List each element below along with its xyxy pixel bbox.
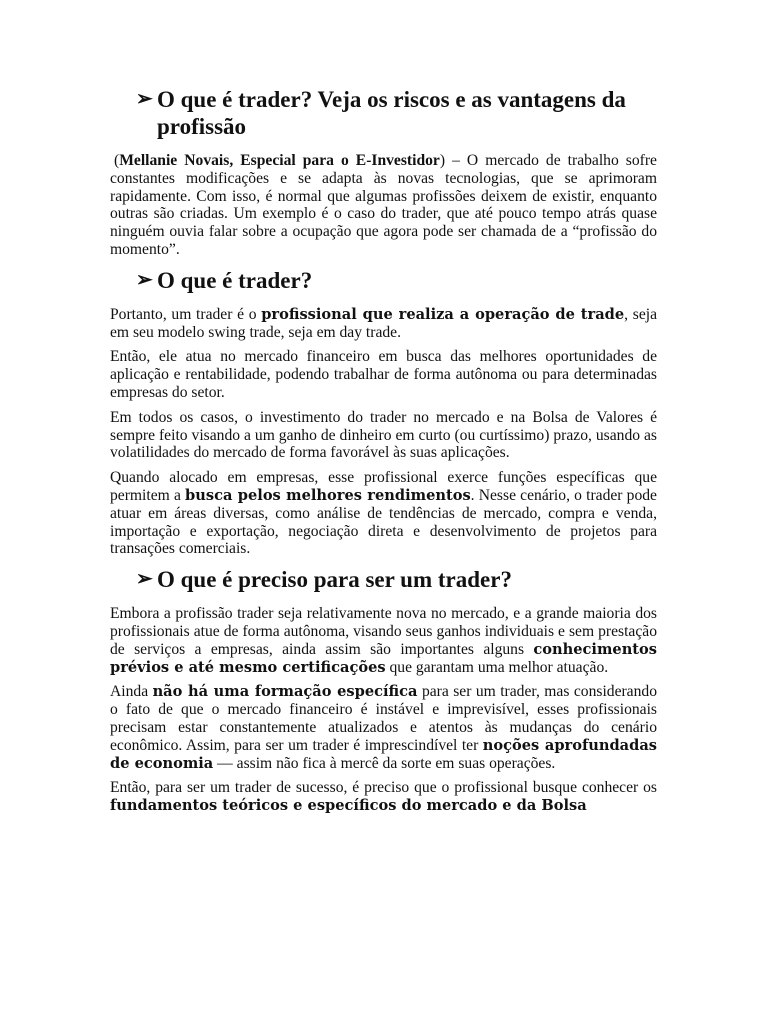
paragraph-text: — assim não fica à mercê da sorte em suas operações.	[213, 754, 556, 772]
paragraph-5	[110, 605, 657, 676]
paragraph-text: Ainda	[110, 683, 153, 701]
bold-phrase: busca pelos melhores rendimentos	[185, 486, 471, 504]
arrow-bullet-icon: ➢	[136, 568, 153, 591]
main-title	[110, 86, 657, 140]
arrow-bullet-icon: ➢	[136, 268, 153, 291]
paragraph-text: que garantam uma melhor atuação.	[385, 658, 609, 676]
section-heading-text: O que é trader?	[157, 267, 313, 293]
paragraph-text: para ser um trader, mas considerando o fato de que o mercado financeiro é instável e imprevisível, esses profissionais precisam estar constantemente atualizados e atentos às mudanças do cenário econômico. Assim, para ser um trader é imprescindível ter	[110, 683, 657, 754]
section-heading-requirements	[110, 566, 657, 593]
intro-paragraph	[110, 152, 657, 259]
paragraph-2: Então, ele atua no mercado financeiro em busca das melhores oportunidades de aplicação e rentabilidade, podendo trabalhar de forma autônoma ou para determinadas empresas do setor.	[110, 348, 657, 401]
bold-phrase: profissional que realiza a operação de trade	[261, 305, 625, 323]
section-heading-text: O que é preciso para ser um trader?	[157, 567, 512, 593]
paragraph-text: , seja em seu modelo swing trade, seja em day trade.	[110, 305, 657, 341]
arrow-bullet-icon: ➢	[136, 88, 153, 110]
paragraph-7	[110, 779, 657, 815]
paragraph-text: Embora a profissão trader seja relativamente nova no mercado, e a grande maioria dos profissionais atue de forma autônoma, visando seus ganhos individuais e sem prestação de serviços a empresas, ainda assim são importantes alguns	[110, 605, 657, 658]
paragraph-text: Portanto, um trader é o	[110, 305, 262, 323]
intro-text: ) – O mercado de trabalho sofre constantes modificações e se adapta às novas tecnologias, que se aprimoram rapidamente. Com isso, é normal que algumas profissões deixem de existir, enquanto outras são criadas. Um exemplo é o caso do trader, que até pouco tempo atrás quase ninguém ouvia falar sobre a ocupação que agora pode ser chamada de a “profissão do momento”.	[110, 152, 657, 258]
paragraph-3: Em todos os casos, o investimento do trader no mercado e na Bolsa de Valores é sempre feito visando a um ganho de dinheiro em curto (ou curtíssimo) prazo, usando as volatilidades do mercado de forma favorável às suas aplicações.	[110, 408, 657, 462]
intro-open-paren: (	[114, 152, 120, 169]
paragraph-4	[110, 469, 657, 558]
paragraph-text: . Nesse cenário, o trader pode atuar em áreas diversas, como análise de tendências de mercado, compra e venda, importação e exportação, negociação direta e desenvolvimento de projetos para transações comerciais.	[110, 486, 657, 558]
author-credit: Mellanie Novais, Especial para o E-Investidor	[119, 152, 440, 169]
main-title-text: O que é trader? Veja os riscos e as vantagens da profissão	[157, 87, 626, 139]
document-page	[110, 86, 657, 822]
bold-phrase: fundamentos teóricos e específicos do mercado e da Bolsa	[110, 797, 587, 815]
bold-phrase: conhecimentos prévios e até mesmo certificações	[110, 640, 657, 676]
paragraph-6	[110, 683, 657, 772]
paragraph-text: Então, para ser um trader de sucesso, é preciso que o profissional busque conhecer os	[110, 779, 657, 797]
bold-phrase: noções aprofundadas de economia	[110, 736, 657, 772]
section-heading-what-is-trader	[110, 267, 657, 294]
bold-phrase: não há uma formação específica	[152, 683, 418, 701]
paragraph-text: Quando alocado em empresas, esse profissional exerce funções específicas que permitem a	[110, 469, 657, 504]
paragraph-1	[110, 306, 657, 342]
